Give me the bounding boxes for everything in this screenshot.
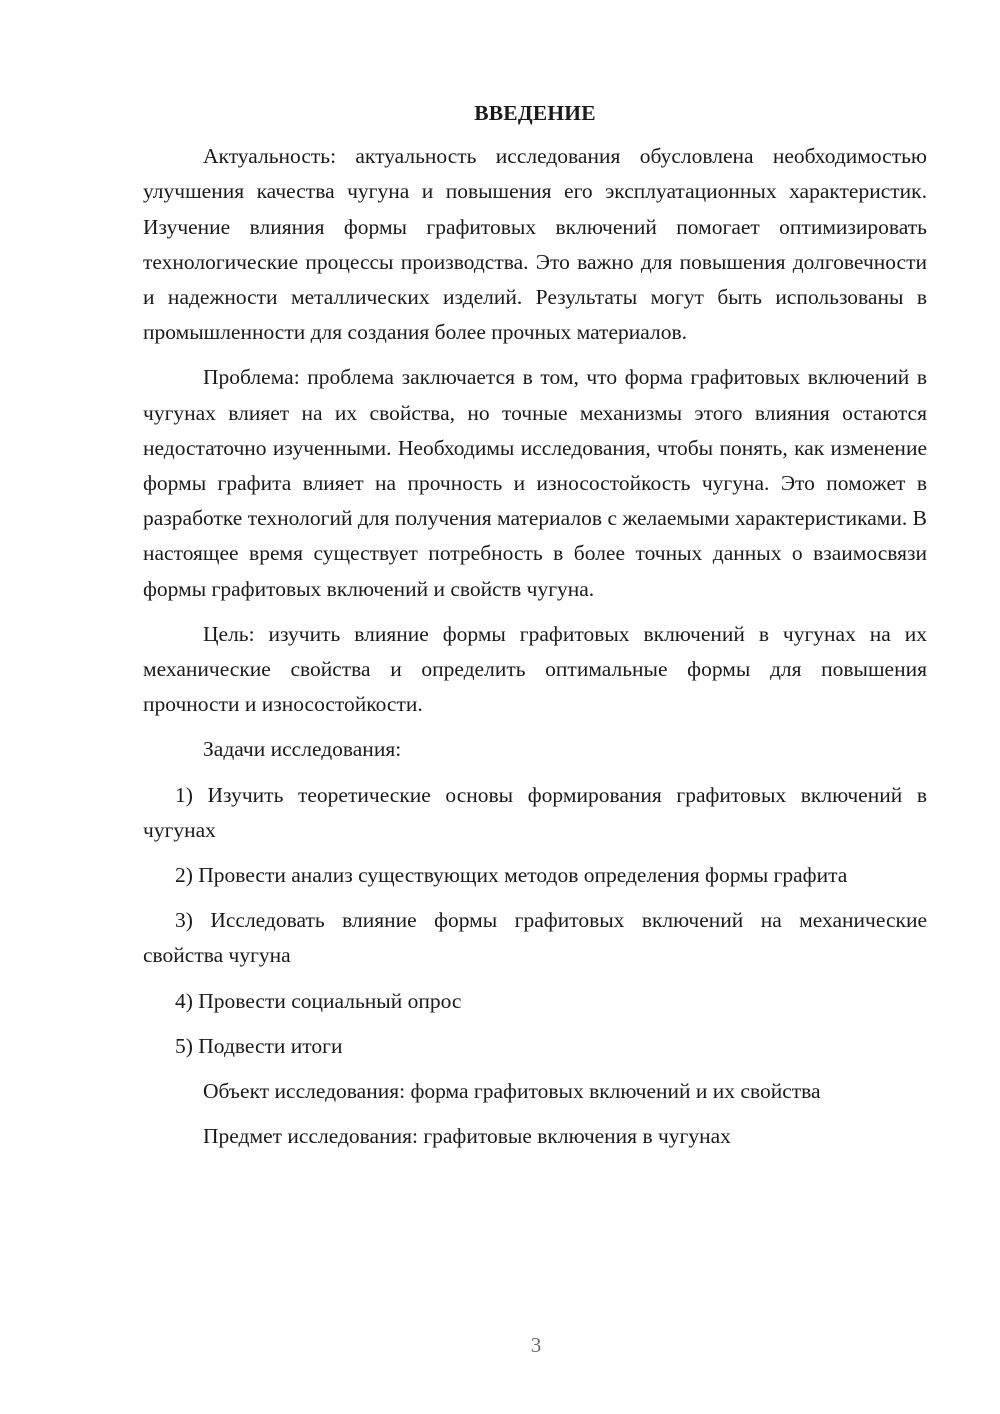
research-object: Объект исследования: форма графитовых включений и их свойства — [203, 1079, 821, 1104]
research-subject: Предмет исследования: графитовые включения в чугунах — [203, 1124, 731, 1149]
tasks-heading: Задачи исследования: — [203, 737, 402, 762]
relevance-paragraph: Актуальность: актуальность исследования обусловлена необходимостью улучшения качества чугуна и повышения его эксплуатационных характеристик. Изучение влияния формы графитовых включений помогает оптимизировать технологические процессы производства. Это важно для повышения долговечности и надежности металлических изделий. Результаты могут быть использованы в промышленности для создания более прочных материалов. — [143, 144, 927, 345]
task-item-5: 5) Подвести итоги — [175, 1033, 343, 1058]
task-item-2: 2) Провести анализ существующих методов определения формы графита — [175, 863, 848, 888]
task-item-3: 3) Исследовать влияние формы графитовых включений на механические свойства чугуна — [143, 908, 927, 968]
problem-paragraph: Проблема: проблема заключается в том, что форма графитовых включений в чугунах влияет на их свойства, но точные механизмы этого влияния остаются недостаточно изученными. Необходимы исследования, чтобы понять, как изменение формы графита влияет на прочность и износостойкость чугуна. Это поможет в разработке технологий для получения материалов с желаемыми характеристиками. В настоящее время существует потребность в более точных данных о взаимосвязи формы графитовых включений и свойств чугуна. — [143, 365, 927, 601]
page-title: ВВЕДЕНИЕ — [474, 101, 596, 125]
task-item-1: 1) Изучить теоретические основы формирования графитовых включений в чугунах — [143, 782, 927, 842]
page-number: 3 — [530, 1333, 542, 1357]
goal-paragraph: Цель: изучить влияние формы графитовых включений в чугунах на их механические свойства и определить оптимальные формы для повышения прочности и износостойкости. — [143, 621, 927, 717]
task-item-4: 4) Провести социальный опрос — [175, 988, 462, 1013]
page-content — [143, 96, 927, 1164]
